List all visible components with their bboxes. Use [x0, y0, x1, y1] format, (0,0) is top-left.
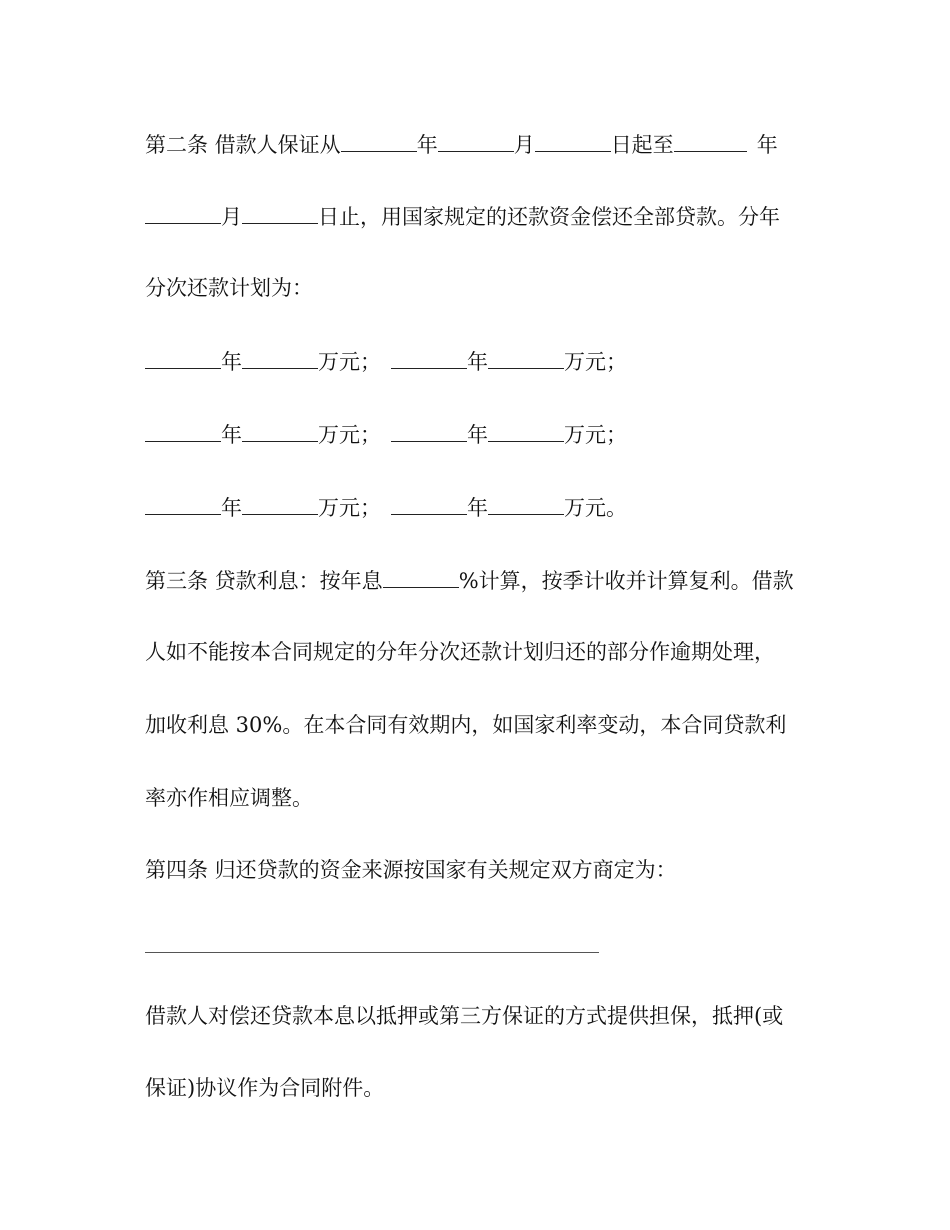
schedule-year-blank[interactable] [391, 419, 467, 442]
amount-label: 万元； [318, 496, 381, 520]
schedule-row [145, 419, 627, 450]
interest-calc-text: %计算，按季计收并计算复利。借款 [458, 569, 794, 593]
month-label: 月 [513, 133, 535, 157]
start-year-blank[interactable] [341, 129, 417, 152]
schedule-year-blank[interactable] [145, 492, 221, 515]
amount-label: 万元； [564, 350, 627, 374]
schedule-year-blank[interactable] [391, 492, 467, 515]
schedule-amount-blank[interactable] [488, 419, 564, 442]
article-2-line-2 [145, 201, 780, 232]
schedule-amount-blank[interactable] [242, 492, 318, 515]
year-label: 年 [467, 350, 488, 374]
fund-source-blank[interactable] [145, 952, 599, 953]
article-3-line-4: 率亦作相应调整。 [145, 786, 313, 810]
article-3-heading-text: 第三条 贷款利息：按年息 [145, 569, 383, 593]
article-4-line-3: 保证)协议作为合同附件。 [145, 1076, 385, 1100]
end-month-blank[interactable] [145, 201, 221, 224]
schedule-year-blank[interactable] [145, 346, 221, 369]
schedule-year-blank[interactable] [145, 419, 221, 442]
schedule-amount-blank[interactable] [488, 492, 564, 515]
article-4-line-2: 借款人对偿还贷款本息以抵押或第三方保证的方式提供担保，抵押(或 [145, 1004, 784, 1028]
year-label: 年 [467, 496, 488, 520]
interest-rate-blank[interactable] [383, 565, 459, 588]
year-label: 年 [221, 496, 242, 520]
article-3-line-1 [145, 565, 794, 596]
month-label: 月 [221, 205, 242, 229]
article-2-heading-text: 第二条 借款人保证从 [145, 133, 341, 157]
article-3-line-2: 人如不能按本合同规定的分年分次还款计划归还的部分作逾期处理， [145, 640, 775, 664]
schedule-row [145, 346, 627, 377]
end-day-blank[interactable] [242, 201, 318, 224]
repayment-text: 日止，用国家规定的还款资金偿还全部贷款。分年 [318, 205, 780, 229]
year-label: 年 [416, 133, 438, 157]
year-label: 年 [221, 423, 242, 447]
year-label: 年 [467, 423, 488, 447]
article-2-line-3: 分次还款计划为： [145, 276, 313, 300]
amount-label: 万元。 [564, 496, 627, 520]
article-3-line-3: 加收利息 30%。在本合同有效期内，如国家利率变动，本合同贷款利 [145, 713, 787, 737]
amount-label: 万元； [318, 350, 381, 374]
start-day-blank[interactable] [535, 129, 611, 152]
amount-label: 万元； [318, 423, 381, 447]
schedule-amount-blank[interactable] [242, 346, 318, 369]
end-year-blank[interactable] [674, 129, 747, 152]
amount-label: 万元； [564, 423, 627, 447]
year-label: 年 [756, 133, 778, 157]
day-from-to-label: 日起至 [610, 133, 674, 157]
start-month-blank[interactable] [438, 129, 514, 152]
schedule-year-blank[interactable] [391, 346, 467, 369]
schedule-amount-blank[interactable] [488, 346, 564, 369]
year-label: 年 [221, 350, 242, 374]
article-4-line-1: 第四条 归还贷款的资金来源按国家有关规定双方商定为： [145, 858, 677, 882]
schedule-amount-blank[interactable] [242, 419, 318, 442]
schedule-row [145, 492, 627, 523]
article-2-line-1 [145, 129, 778, 160]
